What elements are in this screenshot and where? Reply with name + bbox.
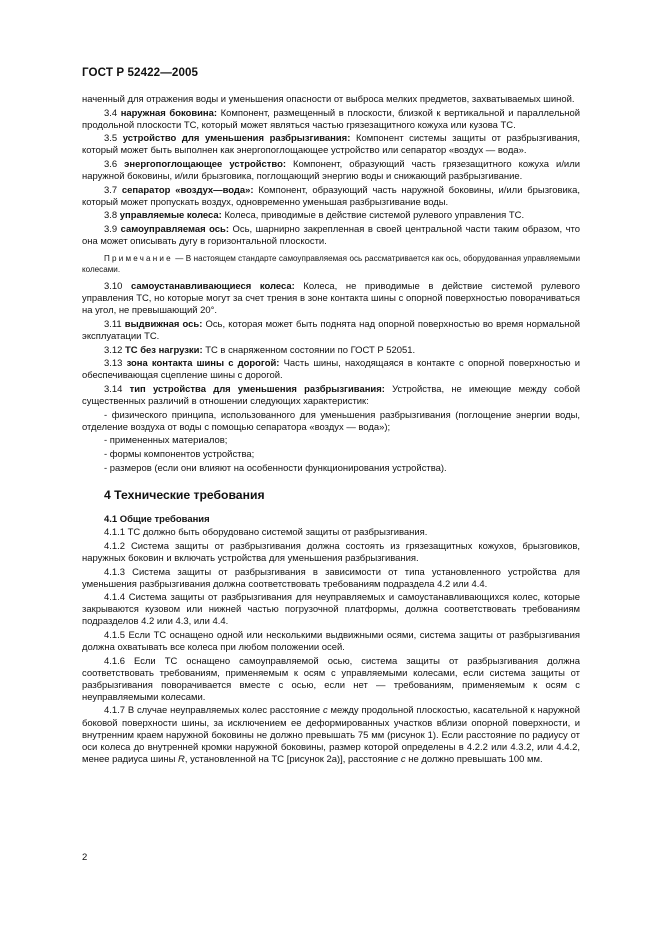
term: сепаратор «воздух—вода»: (121, 184, 254, 196)
term: самоустанавливающиеся колеса: (130, 281, 295, 293)
term: зона контакта шины с дорогой: (126, 358, 280, 370)
clause-number: 3.7 (104, 184, 118, 196)
clause-4-1-4: 4.1.4 Система защиты от разбрызгивания для неуправляемых и самоустанавливающихся колес, которые закрываются кузовом или нижней частью погрузочной платформы, должна соответствовать требованиям подразделов 4.2 или 4.3, или 4.4. (82, 592, 580, 628)
term: тип устройства для уменьшения разбрызгивания: (129, 383, 385, 395)
clause-number: 3.13 (104, 358, 123, 370)
note-label: Примечание (104, 254, 173, 264)
clause-number: 3.10 (104, 281, 123, 293)
clause-number: 3.8 (104, 210, 118, 222)
definition-3-11 (82, 319, 580, 343)
definition-3-6 (82, 159, 580, 183)
clause-number: 3.4 (104, 107, 118, 119)
definition-text: Колеса, не приводимые в действие системой рулевого управления ТС, но которые могут за счет трения в зоне контакта шины с опорной поверхностью поворачиваться на угол, не превышающий 20°. (82, 281, 581, 317)
list-item: - размеров (если они влияют на особенности функционирования устройства). (104, 462, 447, 474)
definition-3-9 (82, 224, 580, 248)
definition-text: Ось, которая может быть поднята над опорной поверхностью во время нормальной эксплуатации ТС. (82, 318, 581, 342)
definition-text: ТС в снаряженном состоянии по ГОСТ Р 52051. (205, 344, 416, 356)
clause-number: 3.12 (104, 344, 123, 356)
definition-text: Устройства, не имеющие между собой существенных различий в отношении следующих характеристик: (82, 383, 581, 407)
symbol-c: c (322, 705, 328, 717)
definition-text: Компонент, образующий часть грязезащитного кожуха и/или наружной боковины, и/или брызговика, поглощающий энергию воды и снижающий разбрызгивание. (82, 159, 580, 183)
page-number: 2 (82, 852, 88, 863)
definition-3-4 (82, 108, 580, 132)
clause-number: 3.9 (104, 224, 118, 236)
clause-4-1-2: 4.1.2 Система защиты от разбрызгивания должна состоять из грязезащитных кожухов, брызговиков, наружных боковин и включать устройства для уменьшения разбрызгивания. (82, 540, 580, 564)
definition-text: Колеса, приводимые в действие системой рулевого управления ТС. (224, 210, 525, 222)
term: ТС без нагрузки: (125, 344, 203, 356)
document-header: ГОСТ Р 52422—2005 (82, 66, 199, 79)
definition-text: Часть шины, находящаяся в контакте с опорной поверхностью и обеспечивающая сцепление шины с дорогой. (82, 358, 581, 382)
clause-4-1-3: 4.1.3 Система защиты от разбрызгивания в зависимости от типа установленного устройства для уменьшения разбрызгивания должна соответствовать требованиям подраздела 4.2 или 4.4. (82, 566, 580, 590)
clause-4-1-7 (82, 705, 580, 765)
subsection-heading: 4.1 Общие требования (104, 513, 210, 525)
clause-number: 3.14 (104, 383, 123, 395)
definition-text: Ось, шарнирно закрепленная в своей центральной части таким образом, что она может описывать дугу в горизонтальной плоскости. (82, 224, 580, 248)
note (82, 253, 580, 275)
definition-text: Компонент, образующий часть наружной боковины, и/или брызговика, который может пропускать воздух, одновременно уменьшая разбрызгивание воды. (82, 184, 580, 208)
list-item: - формы компонентов устройства; (104, 448, 255, 460)
clause-text: , установленной на ТС [рисунок 2а)], расстояние (184, 753, 399, 765)
symbol-r: R (178, 753, 185, 765)
definition-3-10 (82, 281, 580, 317)
clause-number: 3.5 (104, 133, 118, 145)
clause-number: 3.11 (104, 318, 122, 330)
definition-3-14 (82, 384, 580, 408)
term: самоуправляемая ось: (120, 224, 230, 236)
clause-4-1-5: 4.1.5 Если ТС оснащено одной или несколькими выдвижными осями, система защиты от разбрызгивания должна охватывать все колеса при любом положении осей. (82, 630, 580, 654)
definition-text: Компонент системы защиты от разбрызгивания, который может быть выполнен как энергопоглощающее устройство или сепаратор «воздух — вода». (82, 133, 581, 157)
term: управляемые колеса: (119, 210, 222, 222)
clause-4-1-6: 4.1.6 Если ТС оснащено самоуправляемой осью, система защиты от разбрызгивания должна соответствовать требованиям, применяемым к осям с управляемыми колесами, если система защиты от разбрызгивания поворачивается вместе с осью, если нет — требованиям, применяемым к осям с неуправляемыми колесами. (82, 655, 580, 703)
term: выдвижная ось: (124, 318, 203, 330)
symbol-c: c (400, 753, 406, 765)
clause-text: 4.1.7 В случае неуправляемых колес расстояние (104, 705, 321, 717)
term: энергопоглощающее устройство: (124, 159, 286, 171)
note-text: — В настоящем стандарте самоуправляемая ось рассматривается как ось, оборудованная управляемыми колесами. (82, 254, 580, 275)
clause-4-1-1: 4.1.1 ТС должно быть оборудовано системой защиты от разбрызгивания. (104, 527, 428, 539)
definition-3-12 (82, 345, 580, 357)
definition-text: Компонент, размещенный в плоскости, близкой к вертикальной и параллельной продольной плоскости ТС, который может являться частью грязезащитного кожуха или кузова ТС. (82, 107, 581, 131)
definition-3-7 (82, 185, 580, 209)
section-heading: 4 Технические требования (104, 487, 265, 502)
clause-text: не должно превышать 100 мм. (408, 753, 543, 765)
list-item: - физического принципа, использованного для уменьшения разбрызгивания (поглощение энергии воды, отделение воздуха от воды с помощью сепаратора «воздух — вода»); (82, 409, 580, 433)
term: наружная боковина: (120, 107, 218, 119)
term: устройство для уменьшения разбрызгивания: (122, 133, 351, 145)
document-body (82, 94, 580, 767)
clause-text: между продольной плоскостью, касательной к наружной боковой поверхности шины, за исключением ее деформированных участков вблизи опорной поверхности, и внутренним краем наружной боковины не должно превышать 75 мм (рисунок 1). Если расстояние по радиусу от оси колеса до внутренней кромки наружной боковины, размер которой определены в 4.2.2 или 4.3.2, или 4.4.2, менее радиуса шины (82, 705, 580, 765)
definition-3-5 (82, 133, 580, 157)
list-item: - примененных материалов; (104, 435, 228, 447)
paragraph-continuation: наченный для отражения воды и уменьшения опасности от выброса мелких предметов, захватываемых шиной. (82, 94, 575, 105)
definition-3-8 (82, 210, 580, 222)
clause-number: 3.6 (104, 159, 118, 171)
definition-3-13 (82, 358, 580, 382)
